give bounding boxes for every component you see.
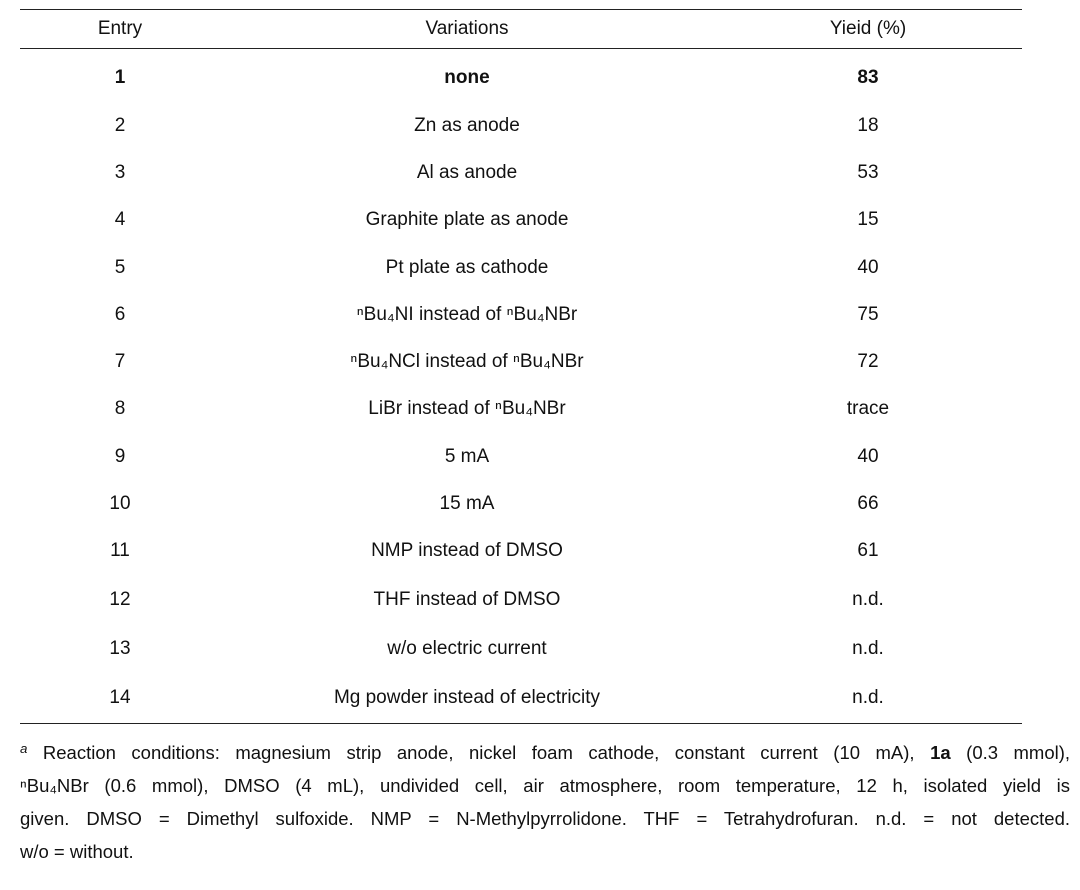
table-row [20, 527, 1022, 575]
table-row [20, 624, 1022, 673]
cell-variation: Zn as anode [414, 114, 520, 136]
cell-entry: 4 [114, 209, 126, 230]
cell-entry: 5 [114, 256, 126, 278]
cell-yield: 15 [857, 209, 879, 230]
table-row [20, 385, 1022, 433]
table-row [20, 149, 1022, 196]
cell-entry: 13 [109, 637, 131, 659]
header-entry: Entry [97, 18, 143, 39]
table-header-row [20, 10, 1022, 48]
cell-entry: 7 [114, 350, 126, 372]
cell-entry: 14 [109, 687, 131, 708]
cell-variation: none [444, 67, 490, 88]
header-variations: Variations [425, 18, 509, 39]
table-body [20, 49, 1022, 723]
footnote-line-1a: Reaction conditions: magnesium strip anode, nickel foam cathode, constant current (10 mA), [42, 742, 915, 763]
table-row [20, 433, 1022, 480]
footnote-line-1b: (0.3 mmol), [966, 742, 1071, 763]
table-row [20, 575, 1022, 624]
cell-yield: 40 [857, 445, 879, 467]
table-row [20, 291, 1022, 338]
footnote-line-2: ⁿBu₄NBr (0.6 mmol), DMSO (4 mL), undivided cell, air atmosphere, room temperature, 12 h, isolated yield is [20, 775, 1070, 796]
table-bottom-rule [20, 723, 1022, 724]
cell-yield: 18 [857, 114, 879, 136]
cell-entry: 8 [114, 398, 126, 419]
cell-yield: 66 [857, 492, 879, 514]
cell-variation: LiBr instead of ⁿBu₄NBr [368, 398, 566, 419]
cell-entry: 10 [109, 492, 131, 514]
cell-yield: 75 [857, 303, 879, 325]
footnote-marker: a [20, 741, 28, 757]
table-row [20, 244, 1022, 291]
cell-variation: 5 mA [444, 445, 490, 467]
header-yield: Yieid (%) [829, 18, 907, 39]
table-row [20, 338, 1022, 385]
cell-variation: THF instead of DMSO [373, 588, 561, 610]
cell-yield: n.d. [852, 588, 884, 610]
table-row [20, 480, 1022, 527]
results-table [20, 9, 1022, 724]
footnote-line-3: given. DMSO = Dimethyl sulfoxide. NMP = N-Methylpyrrolidone. THF = Tetrahydrofuran. n.d. = not detected. [20, 808, 1070, 829]
cell-variation: Pt plate as cathode [385, 256, 549, 278]
cell-yield: 72 [857, 350, 879, 372]
cell-entry: 1 [114, 67, 126, 88]
cell-entry: 11 [110, 540, 130, 561]
cell-entry: 3 [114, 161, 126, 183]
cell-variation: 15 mA [439, 492, 495, 514]
cell-yield: n.d. [852, 637, 884, 659]
table-row [20, 102, 1022, 149]
cell-entry: 12 [109, 588, 131, 610]
footnote-line-4: w/o = without. [20, 841, 134, 862]
cell-variation: ⁿBu₄NI instead of ⁿBu₄NBr [356, 303, 578, 325]
table-row [20, 54, 1022, 102]
table-footnote [20, 736, 1070, 868]
cell-yield: 40 [857, 256, 879, 278]
cell-variation: Mg powder instead of electricity [333, 687, 601, 708]
cell-variation: NMP instead of DMSO [371, 540, 563, 561]
cell-variation: Graphite plate as anode [365, 209, 569, 230]
cell-variation: w/o electric current [387, 637, 547, 659]
cell-yield: 83 [857, 67, 879, 88]
footnote-line-1 [20, 736, 1070, 769]
cell-yield: trace [846, 398, 890, 419]
cell-entry: 6 [114, 303, 126, 325]
table-row [20, 196, 1022, 244]
cell-yield: 61 [857, 540, 879, 561]
table-row [20, 673, 1022, 723]
cell-entry: 9 [114, 445, 126, 467]
footnote-compound-1a: 1a [930, 742, 951, 763]
cell-variation: ⁿBu₄NCl instead of ⁿBu₄NBr [350, 350, 584, 372]
cell-variation: Al as anode [416, 161, 518, 183]
cell-yield: n.d. [852, 687, 884, 708]
cell-yield: 53 [857, 161, 879, 183]
cell-entry: 2 [114, 114, 126, 136]
